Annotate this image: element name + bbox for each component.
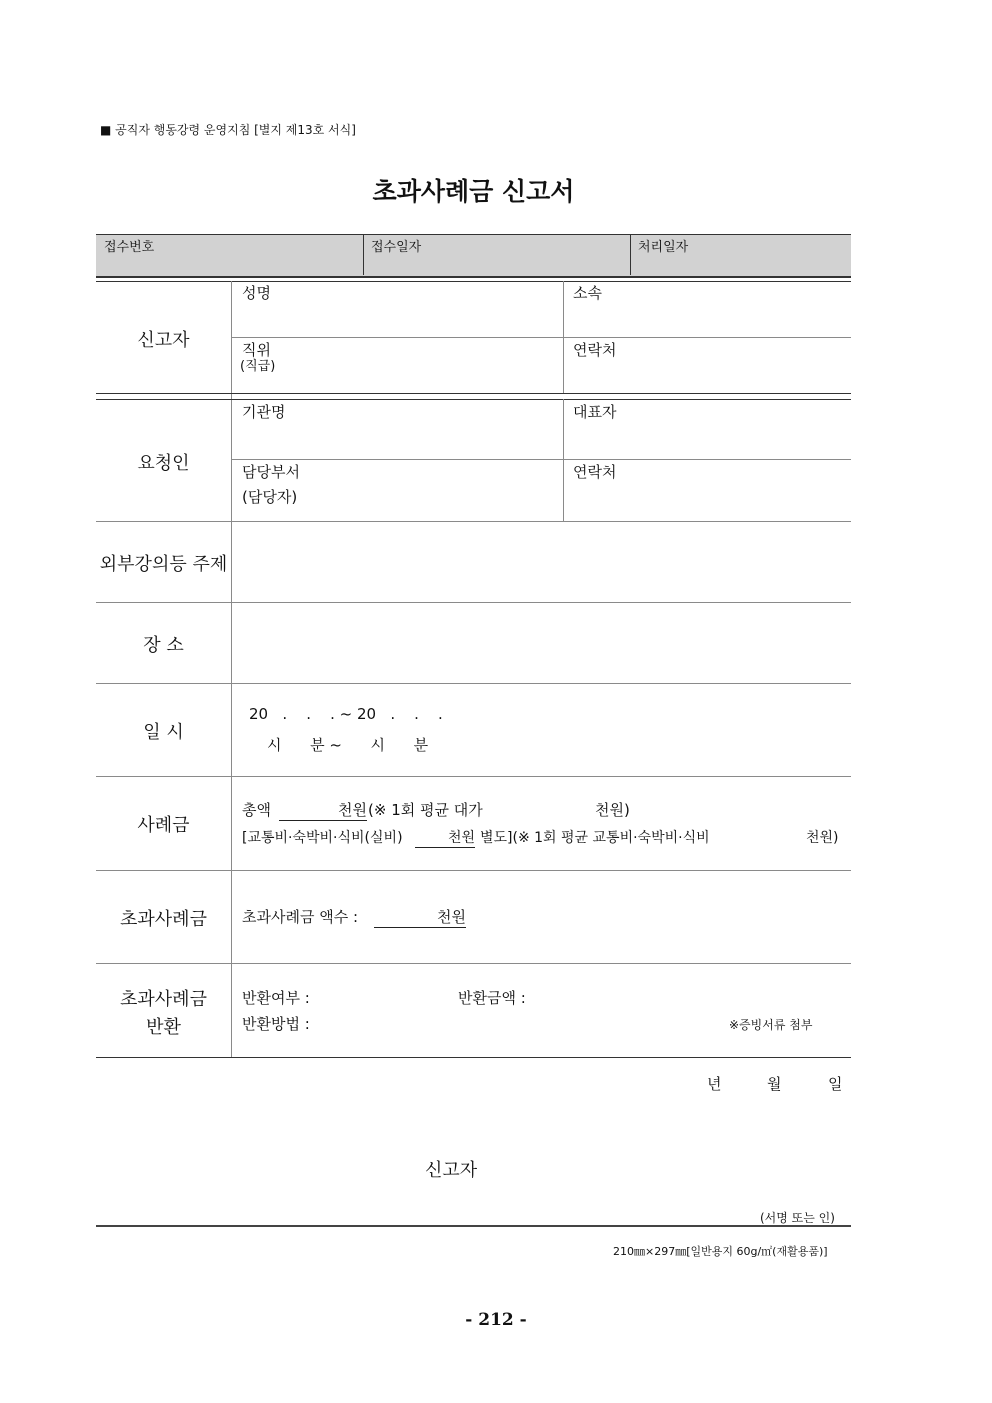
fee-average-unit: 천원) [595,801,630,819]
name-label: 성명 [242,284,271,302]
divider [96,776,851,777]
receipt-number-label: 접수번호 [104,240,155,255]
expense-label: [교통비·숙박비·식비(실비) [242,830,403,846]
fee-label: 사례금 [137,815,190,836]
refund-label-line2: 반환 [146,1017,181,1038]
refund-method-label: 반환방법 : [242,1015,310,1033]
month-label: 월 [767,1075,782,1093]
divider [363,235,364,275]
person-in-charge-label: (담당자) [242,488,298,506]
divider [96,683,851,684]
divider [96,521,851,522]
day-label: 일 [828,1075,843,1093]
divider [96,1057,851,1058]
date-range: 20 . . . ~ 20 . . . [249,705,443,723]
refund-amount-label: 반환금액 : [458,989,526,1007]
page-title: 초과사례금 신고서 [372,177,575,206]
divider [96,602,851,603]
divider [96,870,851,871]
receipt-date-label: 접수일자 [371,240,422,255]
label-column-divider [231,281,232,1057]
department-label: 담당부서 [242,463,300,481]
place-label: 장 소 [143,635,184,656]
fee-total-unit: 천원 [338,801,367,819]
expense-average-unit: 천원) [806,830,839,846]
fee-total-field[interactable] [279,799,367,821]
excess-unit: 천원 [437,908,466,926]
fee-total-label: 총액 [242,801,271,819]
org-label: 기관명 [242,403,286,421]
paper-spec: 210㎜×297㎜[일반용지 60g/㎡(재활용품)] [613,1245,828,1258]
signature-placeholder: (서명 또는 인) [760,1211,835,1225]
divider [96,963,851,964]
divider [563,399,564,521]
topic-label: 외부강의등 주제 [99,554,228,575]
time-range: 시 분 ~ 시 분 [267,736,429,754]
reporter-label: 신고자 [137,330,190,351]
grade-label: (직급) [240,359,276,374]
divider [630,235,631,275]
divider [231,459,851,460]
signer-label: 신고자 [425,1160,478,1181]
affiliation-label: 소속 [573,284,602,302]
representative-label: 대표자 [573,403,617,421]
fee-average-text: (※ 1회 평균 대가 [368,801,483,819]
excess-amount-label: 초과사례금 액수 : [242,908,359,926]
refund-label-line1: 초과사례금 [120,989,207,1010]
excess-label: 초과사례금 [120,909,207,930]
process-date-label: 처리일자 [638,240,689,255]
reporter-contact-label: 연락처 [573,341,617,359]
expense-field[interactable] [415,827,475,848]
bottom-rule [96,1225,851,1227]
requester-contact-label: 연락처 [573,463,617,481]
page-number: - 212 - [465,1310,527,1330]
attachment-note: ※증빙서류 첨부 [729,1018,813,1032]
position-label: 직위 [242,341,271,359]
year-label: 년 [707,1075,722,1093]
expense-unit: 천원 [447,830,475,846]
divider [96,393,851,394]
divider [96,281,851,282]
expense-note: 별도](※ 1회 평균 교통비·숙박비·식비 [480,830,710,846]
form-reference: ■ 공직자 행동강령 운영지침 [별지 제13호 서식] [100,123,356,137]
receipt-bar [96,234,851,278]
refund-status-label: 반환여부 : [242,989,310,1007]
requester-label: 요청인 [137,453,190,474]
datetime-label: 일 시 [143,722,184,743]
divider [231,337,851,338]
excess-amount-field[interactable] [374,906,466,928]
divider [96,399,851,400]
